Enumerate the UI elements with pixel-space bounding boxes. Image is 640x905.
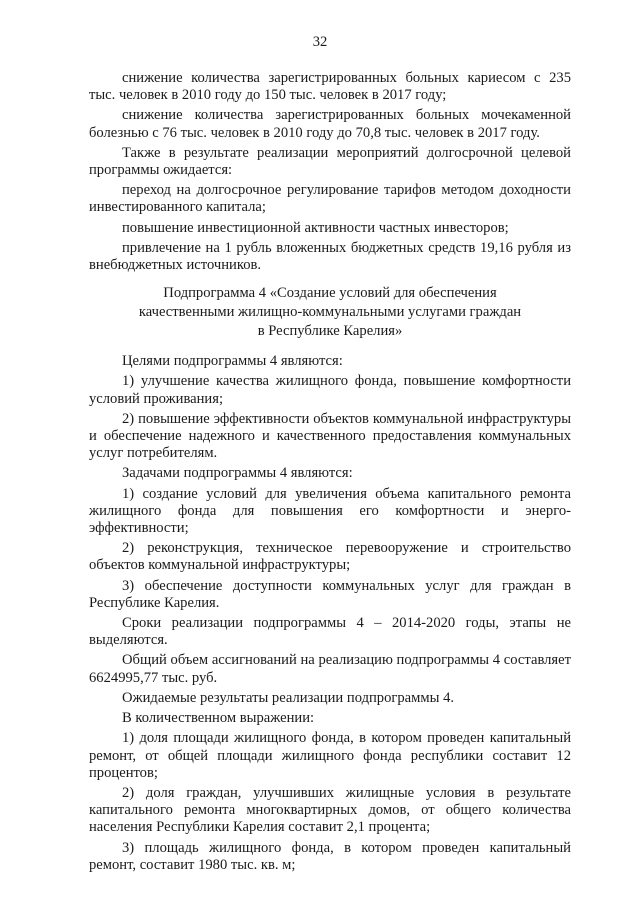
paragraph: Целями подпрограммы 4 являются: xyxy=(122,353,343,370)
paragraph: 2) доля граждан, улучшивших жилищные условия в результате капитального ремонта многоквартирных домов, от общего количества населения Республики Карелия составит 2,1 процента; xyxy=(89,784,571,836)
paragraph: 3) обеспечение доступности коммунальных услуг для граждан в Республике Карелия. xyxy=(89,577,571,611)
paragraph: 2) реконструкция, техническое перевооружение и строительство объектов коммунальной инфраструктуры; xyxy=(89,540,571,574)
paragraph: снижение количества зарегистрированных больных кариесом с 235 тыс. человек в 2010 году до 150 тыс. человек в 2017 году; xyxy=(89,70,571,104)
paragraph: 3) площадь жилищного фонда, в котором проведен капитальный ремонт, составит 1980 тыс. кв. м; xyxy=(89,839,571,873)
paragraph: привлечение на 1 рубль вложенных бюджетных средств 19,16 рубля из внебюджетных источников. xyxy=(89,239,571,274)
paragraph: повышение инвестиционной активности частных инвесторов; xyxy=(122,219,509,236)
subprogram-heading xyxy=(89,284,571,341)
paragraph: Общий объем ассигнований на реализацию подпрограммы 4 составляет 6624995,77 тыс. руб. xyxy=(89,652,571,686)
paragraph: 1) доля площади жилищного фонда, в котором проведен капитальный ремонт, от общей площади жилищного фонда республики составит 12 процентов; xyxy=(89,730,571,781)
page-number: 32 xyxy=(312,34,328,50)
heading-line: в Республике Карелия» xyxy=(257,323,403,340)
paragraph: Ожидаемые результаты реализации подпрограммы 4. xyxy=(122,689,455,706)
paragraph: Сроки реализации подпрограммы 4 – 2014-2020 годы, этапы не выделяются. xyxy=(89,615,571,649)
paragraph: переход на долгосрочное регулирование тарифов методом доходности инвестированного капитала; xyxy=(89,182,571,216)
paragraph: 1) создание условий для увеличения объема капитального ремонта жилищного фонда для повышения его комфортности и энергоэффективности; xyxy=(89,485,571,537)
page-content xyxy=(89,70,571,877)
paragraph: 1) улучшение качества жилищного фонда, повышение комфортности условий проживания; xyxy=(89,373,571,407)
heading-line: качественными жилищно-коммунальными услугами граждан xyxy=(138,304,522,321)
paragraph: 2) повышение эффективности объектов коммунальной инфраструктуры и обеспечение надежного и качественного предоставления коммунальных услуг потребителям. xyxy=(89,410,571,462)
paragraph: снижение количества зарегистрированных больных мочекаменной болезнью с 76 тыс. человек в 2010 году до 70,8 тыс. человек в 2017 году. xyxy=(89,107,571,141)
paragraph: Задачами подпрограммы 4 являются: xyxy=(122,465,353,482)
paragraph: Также в результате реализации мероприятий долгосрочной целевой программы ожидается: xyxy=(89,144,571,179)
heading-line: Подпрограмма 4 «Создание условий для обеспечения xyxy=(163,285,497,302)
paragraph: В количественном выражении: xyxy=(122,710,315,727)
